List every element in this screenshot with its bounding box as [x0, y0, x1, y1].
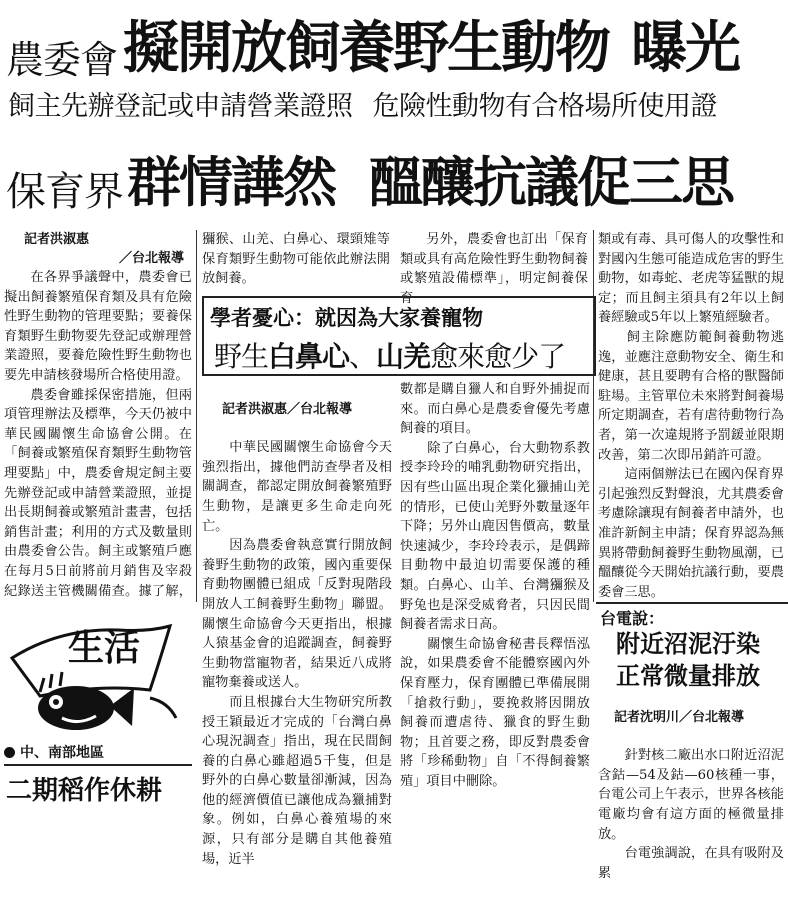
subtitle-civet: 白鼻心 — [268, 340, 350, 373]
article-column-3-top: 另外，農委會也訂出「保育類或具有高危險性野生動物飼養或繁殖設備標準」，明定飼養保育 — [400, 232, 588, 306]
bullet-icon — [4, 747, 15, 758]
region-tag — [4, 742, 104, 762]
region-rule — [4, 764, 192, 766]
article-column-1 — [4, 230, 192, 602]
headline-prefix-agency: 農委會 — [6, 38, 118, 82]
subtitle-comma: 、 — [349, 340, 377, 373]
byline-reporter: 記者洪淑惠 — [24, 232, 90, 247]
side-article-column — [598, 688, 784, 881]
sub-article-column-2: 數都是購自獵人和自野外捕捉而來。而白鼻心是農委會優先考慮飼養的項目。 除了白鼻心，台大動物系教授李玲玲的哺乳動物研究指出，因有些山區出現企業化獵捕山羌的情形，已使山羌野外數量逐年下降；另外山鹿因售價高，數量快速減少，李玲玲表示，是偶蹄目動物中最迫切需要保護的種類。白鼻心、山羊、台灣獼猴及野兔也是深受威脅者，只因民間飼養者需求日高。 關懷生命協會秘書長釋悟泓說，如果農委會不能體察國內外保育壓力，保育團體已準備展開「搶救行動」，要挽救將因開放飼養而遭虐待、獵食的野生動物；且首要之務，即反對農委會將「珍稀動物」自「不得飼養繁殖」項目中刪除。 — [400, 382, 590, 789]
subheadline-part-b: 危險性動物有合格場所使用證 — [372, 91, 717, 122]
side-article-title-2: 正常微量排放 — [616, 662, 760, 690]
side-article-byline: 記者沈明川／台北報導 — [614, 709, 745, 725]
life-logo — [0, 600, 196, 740]
subtitle-text: 野生 — [214, 340, 269, 373]
sub-article-column-1 — [202, 380, 392, 867]
headline-tail: 曝光 — [631, 16, 740, 81]
sub-article-text-1: 中華民國關懷生命協會今天強烈指出，據他們訪查學者及相關調查，都認定開放飼養繁殖野生動物，是讓更多生命走向死亡。 因為農委會執意實行開放飼養野生動物的政策，國內重要保育動物團體已組成「反對現階段開放人工飼養野生動物」聯盟。關懷生命協會今天更指出，根據人猿基金會的追蹤調查，飼養野生動物當寵物者，結果近八成將寵物棄養或送人。 而且根據台大生物研究所教授王穎最近才完成的「台灣白鼻心現況調查」指出，現在民間飼養的白鼻心雖超過5千隻，但是野外的白鼻心數量卻漸減，因為他的經濟價值已讓他成為獵捕對象。例如，白鼻心養殖場的來源，只有部分是購自其他養殖場，近半 — [202, 440, 392, 867]
byline-location: ／台北報導 — [118, 251, 184, 266]
subheadline-part-a: 飼主先辦登記或申請營業證照 — [8, 91, 353, 122]
sub-article-title: 學者憂心：就因為大家養寵物 — [210, 306, 483, 330]
subtitle-text: 愈來愈少了 — [430, 340, 566, 373]
leaf-icon — [150, 698, 176, 718]
side-article-rule — [596, 602, 788, 604]
life-logo-text: 生活 — [68, 627, 141, 669]
side-article-title-1: 附近沼泥汙染 — [616, 630, 760, 658]
headline-line-1 — [6, 4, 786, 82]
headline-protest: 醞釀抗議促三思 — [369, 151, 733, 214]
side-article-label: 台電說： — [600, 609, 665, 628]
headline-line-3 — [6, 140, 786, 217]
headline-reaction: 群情譁然 — [127, 151, 335, 214]
column-divider — [196, 230, 197, 602]
sub-article-subtitle — [214, 335, 565, 375]
subheadline — [8, 84, 788, 123]
sub-article-byline: 記者洪淑惠／台北報導 — [222, 401, 353, 417]
paragraph: 在各界爭議聲中，農委會已擬出飼養繁殖保育類及具有危險性野生動物的管理要點；要養保育類野生動物要先登記或辦理營業證照，要養危險性野生動物也要先申請核發場所合格使用證。 — [4, 270, 192, 383]
headline-prefix-conservation: 保育界 — [6, 169, 123, 215]
side-article-text: 針對核二廠出水口附近沼泥含鈷—54及鈷—60核種一事，台電公司上午表示，世界各核能電廠均會有這方面的極微量排放。 台電強調說，在具有吸附及累 — [598, 748, 784, 881]
article-column-2-top: 獼猴、山羌、白鼻心、環頸雉等保育類野生動物可能依此辦法開放飼養。 — [202, 232, 390, 287]
column-divider — [593, 230, 594, 602]
bottom-headline: 二期稻作休耕 — [6, 776, 163, 806]
article-column-4: 類或有毒、具可傷人的攻擊性和對國內生態可能造成危害的野生動物，如毒蛇、老虎等猛獸的規定；而且飼主須具有2年以上飼養經驗或5年以上繁殖經驗者。 飼主除應防範飼養動物逃逸，並應注意動物安全、衛生和健康，甚且要聘有合格的獸醫師駐場。主管單位未來將對飼養場所定期調查，若有虐待動物行為者，第一次違規將予罰鍰並限期改善，第二次即吊銷許可證。 這兩個辦法已在國內保育界引起強烈反對聲浪，尤其農委會考慮除讓現有飼養者申請外，也准許新飼主申請；保育界認為無異將帶動飼養野生動物風潮，已醞釀從今天開始抗議行動，要農委會三思。 — [598, 232, 784, 600]
headline-main: 擬開放飼養野生動物 — [123, 16, 610, 81]
paragraph: 農委會雖採保密措施，但兩項管理辦法及標準，今天仍被中華民國關懷生命協會公開。在「飼養或繁殖保育類野生動物管理要點」中，農委會規定飼主要先辦登記或申請營業證照，並提出長期飼養或繁殖計畫書，包括銷售計畫；利用的方式及數量則由農委會公告。飼主或繁殖戶應在每月5日前將前月銷售及宰殺紀錄送主管機關備查。據了解， — [4, 387, 192, 599]
subtitle-muntjac: 山羌 — [376, 340, 431, 373]
region-label: 中、南部地區 — [20, 745, 104, 761]
